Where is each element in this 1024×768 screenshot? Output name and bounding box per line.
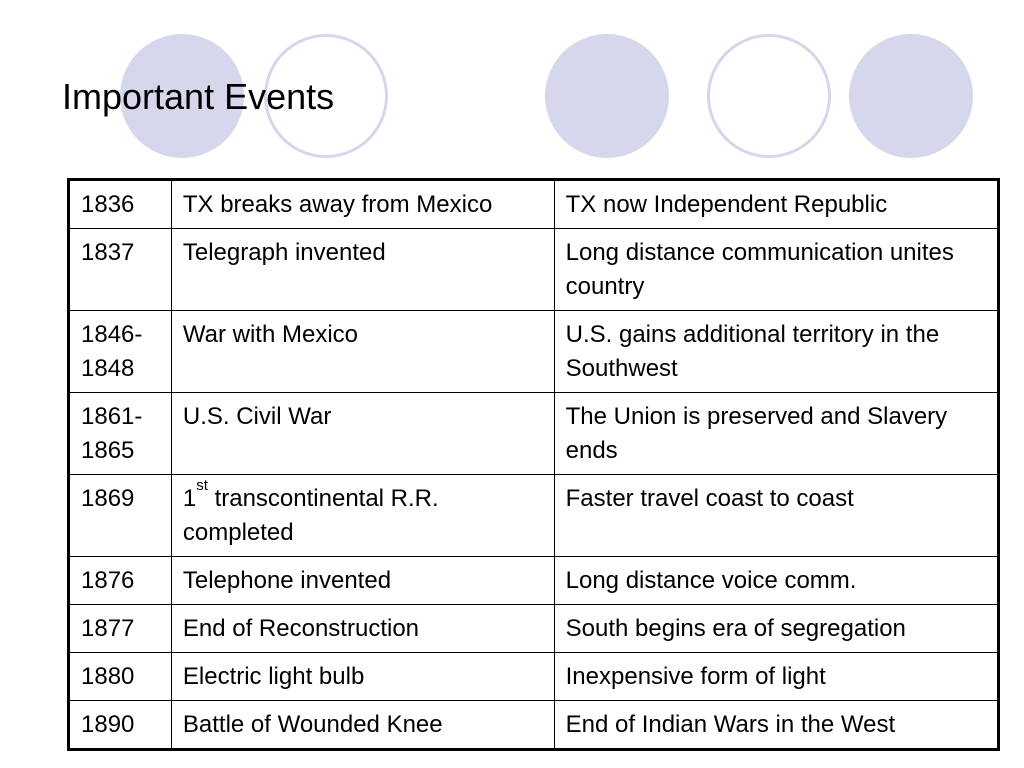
- table-row: [69, 475, 999, 557]
- year-cell: 1837: [69, 229, 172, 311]
- impact-cell: South begins era of segregation: [554, 605, 998, 653]
- event-cell: TX breaks away from Mexico: [171, 180, 554, 229]
- table-row: [69, 393, 999, 475]
- year-cell: 1880: [69, 653, 172, 701]
- table-row: [69, 557, 999, 605]
- event-cell: Electric light bulb: [171, 653, 554, 701]
- impact-cell: The Union is preserved and Slavery ends: [554, 393, 998, 475]
- table-row: [69, 653, 999, 701]
- year-cell: 1877: [69, 605, 172, 653]
- impact-cell: TX now Independent Republic: [554, 180, 998, 229]
- year-cell: 1876: [69, 557, 172, 605]
- event-text: transcontinental R.R. completed: [182, 485, 439, 546]
- table-row: [69, 229, 999, 311]
- event-cell: U.S. Civil War: [171, 393, 554, 475]
- year-cell: 1861-1865: [69, 393, 172, 475]
- event-ordinal-number: 1: [182, 485, 197, 512]
- impact-cell: Inexpensive form of light: [554, 653, 998, 701]
- table-row: [69, 701, 999, 750]
- year-cell: 1869: [69, 475, 172, 557]
- impact-cell: Long distance voice comm.: [554, 557, 998, 605]
- events-table: [67, 178, 1000, 751]
- table-row: [69, 605, 999, 653]
- year-cell: 1846-1848: [69, 311, 172, 393]
- decorative-circle-outline: [707, 34, 831, 158]
- impact-cell: Faster travel coast to coast: [554, 475, 998, 557]
- event-cell: War with Mexico: [171, 311, 554, 393]
- impact-cell: End of Indian Wars in the West: [554, 701, 998, 750]
- table-row: [69, 311, 999, 393]
- decorative-circle-filled: [545, 34, 669, 158]
- event-ordinal-suffix: st: [196, 477, 208, 494]
- year-cell: 1836: [69, 180, 172, 229]
- decorative-circle-filled: [849, 34, 973, 158]
- impact-cell: U.S. gains additional territory in the Southwest: [554, 311, 998, 393]
- impact-cell: Long distance communication unites country: [554, 229, 998, 311]
- event-cell: Telephone invented: [171, 557, 554, 605]
- event-cell: [171, 475, 554, 557]
- event-cell: End of Reconstruction: [171, 605, 554, 653]
- slide-title: Important Events: [62, 76, 335, 117]
- year-cell: 1890: [69, 701, 172, 750]
- event-cell: Battle of Wounded Knee: [171, 701, 554, 750]
- table-row: [69, 180, 999, 229]
- event-cell: Telegraph invented: [171, 229, 554, 311]
